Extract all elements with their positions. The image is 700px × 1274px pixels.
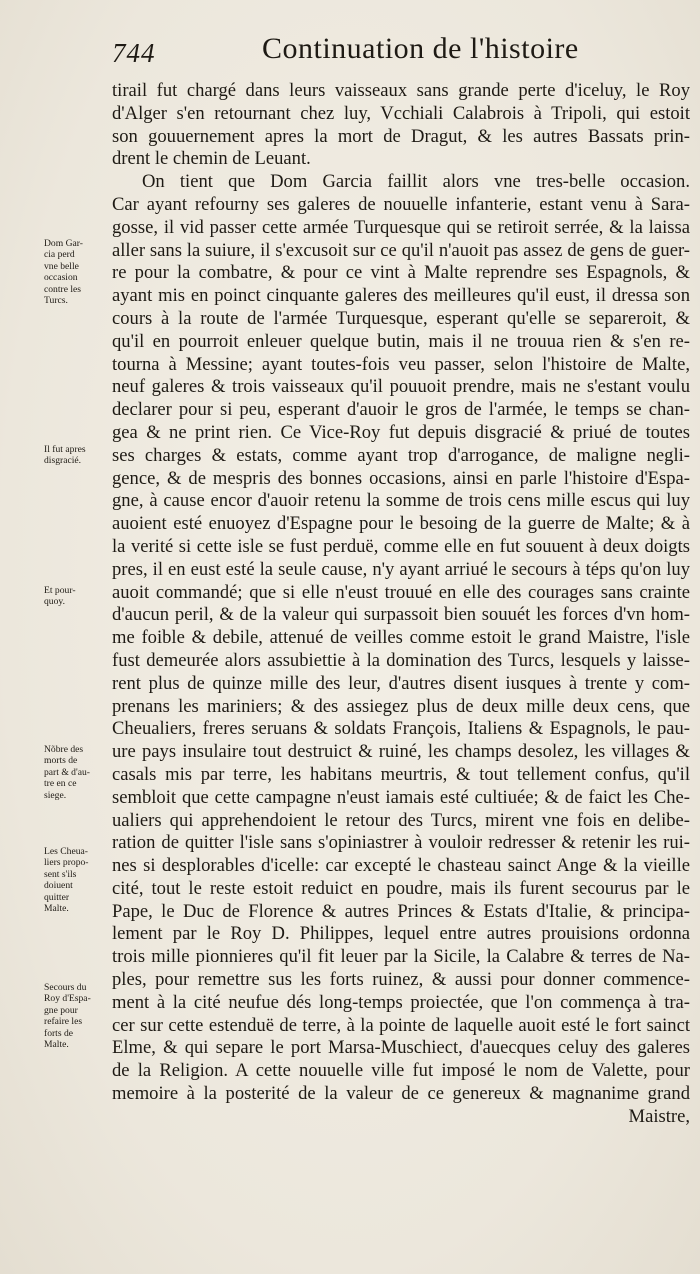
text-line: Cheualiers, freres seruans & soldats François, Italiens & Espagnols, le pau- [112,718,690,740]
margin-note-line: Et pour- [44,585,76,596]
text-line: ration de quitter l'isle sans s'opiniastrer à vouloir redresser & retenir les rui- [112,832,690,854]
text-line: d'Alger s'en retournant chez luy, Vcchiali Calabrois à Tripoli, qui estoit [112,102,690,124]
text-line: de la Religion. A cette nouuelle ville fut imposé le nom de Valette, pour [112,1060,690,1082]
text-line: Pape, le Duc de Florence & autres Princes & Estats d'Italie, & principa- [112,900,690,922]
margin-note-line: Les Cheua- [44,846,88,857]
text-line: nes si desplorables d'icelle: car excepté le chasteau sainct Ange & la vieille [112,855,690,877]
margin-note-line: sent s'ils [44,868,77,880]
text-line: sembloit que cette campagne n'eust iamais esté cultiuée; & de faict les Che- [112,786,690,808]
text-line: rent plus de quinze mille des leur, d'autres disent iusques à trente y com- [112,672,690,694]
text-line: Maistre, [628,1105,690,1127]
margin-note [44,444,110,467]
text-line: gea & ne print rien. Ce Vice-Roy fut depuis disgracié & priué de toutes [112,421,690,443]
text-line: Elme, & qui separe le port Marsa-Muschiect, d'auecques celuy des galeres [112,1037,690,1059]
text-line: declarer pour si peu, esperant d'auoir le gros de l'armée, le temps se chan- [112,399,690,421]
margin-note-line: Il fut apres [44,444,86,455]
text-line: lement par le Roy D. Philippes, lequel entre autres prouisions ordonna [112,923,690,945]
page-number: 744 [112,38,156,68]
text-line: memoire à la posterité de la valeur de ce genereux & magnanime grand [112,1083,690,1105]
text-line: ualiers qui apprehendoient le retour des Turcs, mirent vne fois en delibe- [112,809,690,831]
margin-note-line: forts de [44,1027,74,1039]
margin-note-line: Malte. [44,903,69,915]
margin-note-line: gne pour [44,1004,78,1016]
margin-note-line: siege. [44,789,67,801]
margin-note-line: Malte. [44,1039,69,1051]
margin-note-line: occasion [44,272,78,284]
text-line: d'aucun peril, & de la valeur qui surpassoit bien souuét les forces d'vn hom- [112,604,690,626]
text-line: drent le chemin de Leuant. [112,148,311,170]
text-line: neuf galeres & trois vaisseaux qu'il pouuoit prendre, mais ne s'estant voulu [112,376,690,398]
text-line: pres, il en eust esté la seule cause, n'y ayant arriué le secours à téps qu'on luy [112,558,690,580]
running-title: Continuation de l'histoire [262,32,579,65]
margin-note-line: Nõbre des [44,744,84,755]
text-line: fust demeurée alors assubiettie à la domination des Turcs, lesquels y laisse- [112,649,690,671]
text-line: me foible & debile, attenué de veilles comme estoit le grand Maistre, l'isle [112,627,690,649]
text-line: re pour la combatre, & pour ce vint à Malte reprendre ses Espagnols, & [112,262,690,284]
text-line: cer sur cette estenduë de terre, à la pointe de laquelle auoit esté le fort sainct [112,1014,690,1036]
margin-note-line: quitter [44,891,70,903]
text-line: ples, pour remettre sus les forts ruinez, & aussi pour donner commence- [112,969,690,991]
margin-note-line: Turcs. [44,295,68,307]
margin-note-line: Secours du [44,982,87,993]
text-line: gosse, il vid passer cette armée Turquesque qui se retiroit serrée, & la laissa [112,216,690,238]
margin-note-line: quoy. [44,596,65,608]
margin-note-line: liers propo- [44,857,89,869]
margin-note-line: cia perd [44,249,75,261]
margin-note [44,585,110,608]
text-line: qu'il en pourroit enleuer quelque butin, mais il ne trouua rien & s'en re- [112,330,690,352]
margin-note [44,238,110,306]
text-line: ment à la cité neufue dés long-temps proiectée, que l'on commença à tra- [112,991,690,1013]
text-line: la verité si cette isle se fust perduë, comme elle en fut souuent à deux doigts [112,535,690,557]
text-line: prenans les mariniers; & des assiegez plus de deux mille deux cens, que [112,695,690,717]
text-line: cité, tout le reste estoit reduict en poudre, mais ils furent secourus par le [112,877,690,899]
text-line: aller sans la suiure, il s'excusoit sur ce qu'il n'auoit pas assez de gens de guer- [112,239,690,261]
margin-note [44,744,110,801]
margin-note [44,846,110,914]
text-line: casals mis par terre, les habitans meurtris, & tout tellement confus, qu'il [112,763,690,785]
text-line: ayant mis en poinct cinquante galeres des meilleures qu'il eust, il dressa son [112,285,690,307]
text-line: tirail fut chargé dans leurs vaisseaux sans grande perte d'iceluy, le Roy [112,80,690,101]
margin-note-line: Dom Gar- [44,238,83,249]
margin-note-line: morts de [44,755,78,767]
margin-note-line: Roy d'Espa- [44,993,91,1005]
text-line: son gouuernement apres la mort de Dragut, & les autres Bassats prin- [112,125,690,147]
text-line: ses charges & estats, comme ayant trop d'arrogance, de maligne negli- [112,444,690,466]
margin-note-line: disgracié. [44,455,82,467]
text-line: On tient que Dom Garcia faillit alors vne tres-belle occasion. [142,171,690,193]
margin-note-line: tre en ce [44,778,77,790]
text-line: trois mille pionnieres qu'il fit leuer par la Sicile, la Calabre & terres de Na- [112,946,690,968]
body-text [112,80,690,1129]
margin-note [44,982,110,1050]
text-line: ure pays insulaire tout destruict & ruiné, les champs desolez, les villages & [112,741,690,763]
margin-note-line: doiuent [44,880,73,892]
margin-note-line: part & d'au- [44,766,90,778]
text-line: tourna à Messine; ayant toutes-fois veu passer, selon l'histoire de Malte, [112,353,690,375]
text-line: auoient esté enuoyez d'Espagne pour le besoing de la guerre de Malte; & à [112,513,690,535]
margin-note-line: refaire les [44,1016,83,1028]
text-line: gence, & de mespris des bonnes occasions, ainsi en parle l'histoire d'Espa- [112,467,690,489]
margin-note-line: contre les [44,283,82,295]
text-line: cours à la route de l'armée Turquesque, esperant qu'elle se separeroit, & [112,307,690,329]
text-line: auoit commandé; que si elle n'eust trouué en elle des courages sans crainte [112,581,690,603]
page-header [112,30,680,76]
text-line: Car ayant refourny ses galeres de nouuelle infanterie, estant venu à Sara- [112,193,690,215]
text-line: gne, à cause encor d'auoir retenu la somme de trois cens mille escus qui luy [112,490,690,512]
margin-note-line: vne belle [44,260,79,272]
